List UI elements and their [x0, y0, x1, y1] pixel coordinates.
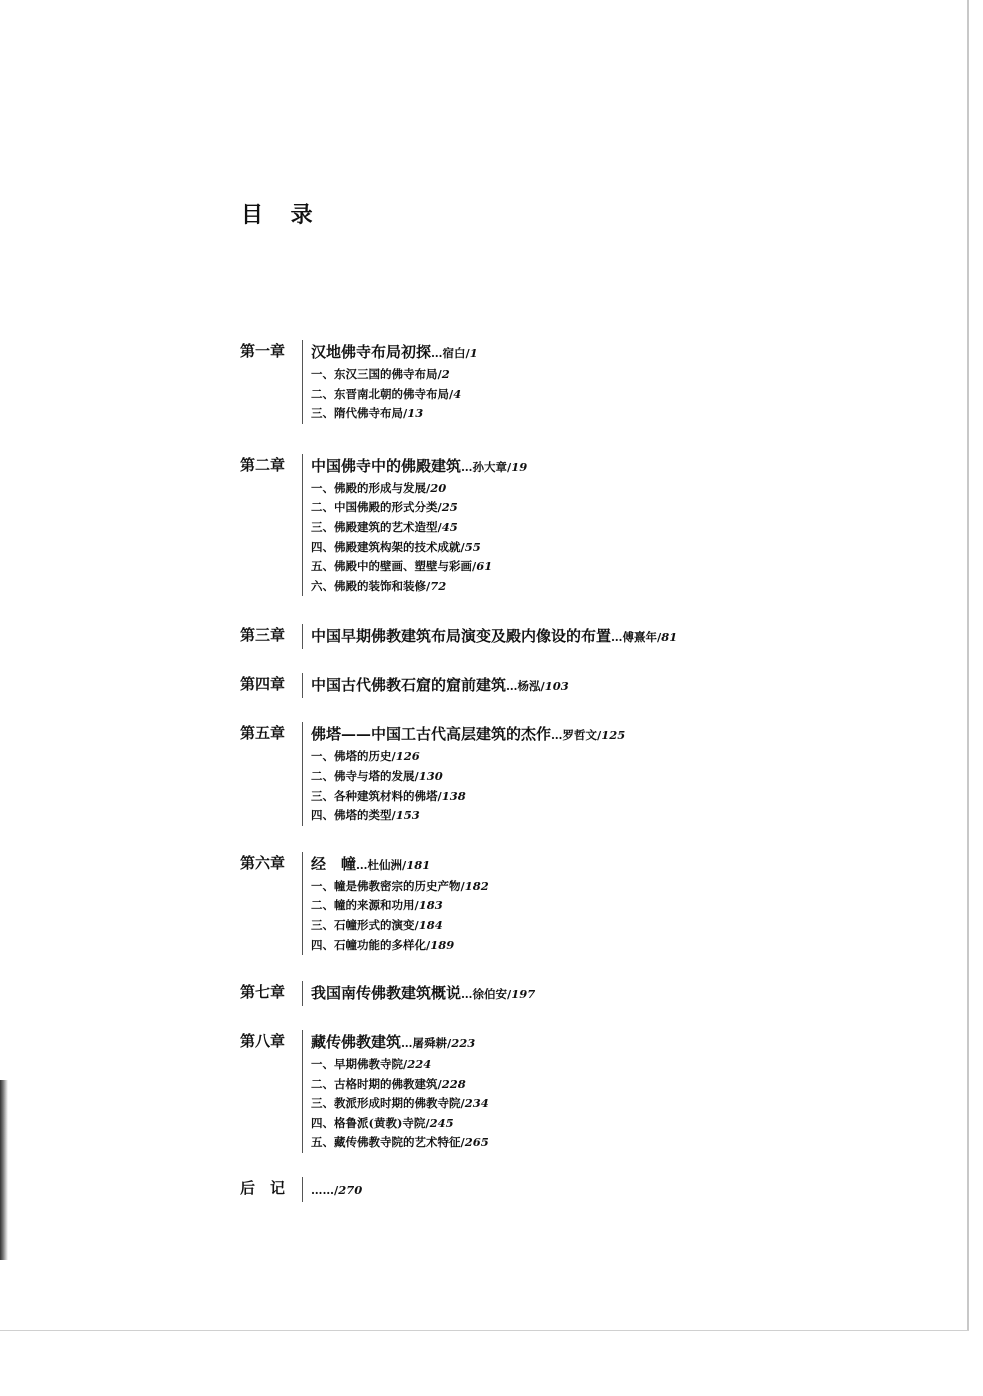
chapter-label: 第六章 — [240, 853, 286, 872]
page-title: 目 录 — [241, 202, 323, 228]
section-item: 三、佛殿建筑的艺术造型/45 — [311, 519, 458, 534]
chapter-title-line — [311, 1177, 880, 1202]
section-item: 二、中国佛殿的形式分类/25 — [311, 500, 458, 515]
chapter-4 — [240, 673, 880, 698]
chapter-author: …徐伯安/ — [461, 987, 512, 1002]
chapter-author: …傅熹年/ — [611, 630, 662, 645]
chapter-title: 藏传佛教建筑 — [311, 1033, 402, 1052]
chapter-6 — [240, 852, 880, 955]
chapter-label: 第五章 — [240, 724, 286, 743]
chapter-author: …罗哲文/ — [551, 728, 602, 743]
chapter-label: 第三章 — [240, 626, 286, 645]
chapter-title: 中国早期佛教建筑布局演变及殿内像设的布置 — [311, 627, 612, 646]
section-item: 三、各种建筑材料的佛塔/138 — [311, 788, 466, 803]
chapter-2 — [240, 454, 880, 597]
chapter-title: 经 幢 — [311, 854, 357, 873]
chapter-author: ……/ — [311, 1183, 339, 1198]
chapter-author: …宿白/ — [431, 346, 470, 360]
section-item: 三、隋代佛寺布局/13 — [311, 406, 424, 421]
scan-shadow — [0, 1080, 8, 1260]
chapter-page: 103 — [544, 679, 569, 694]
chapter-7 — [240, 981, 880, 1006]
chapter-title-line — [311, 1030, 880, 1055]
section-item: 一、佛塔的历史/126 — [311, 749, 420, 764]
afterword — [240, 1177, 880, 1202]
chapter-label: 第四章 — [240, 675, 286, 694]
page-bottom-edge — [0, 1330, 969, 1331]
chapter-title-line — [311, 981, 880, 1006]
section-item: 六、佛殿的装饰和装修/72 — [311, 578, 447, 593]
chapter-label: 第一章 — [240, 342, 286, 360]
section-item: 二、幢的来源和功用/183 — [311, 898, 443, 913]
chapter-label: 第七章 — [240, 983, 286, 1002]
section-item: 一、东汉三国的佛寺布局/2 — [311, 367, 450, 381]
chapter-title-line — [311, 852, 880, 877]
section-item: 二、东晋南北朝的佛寺布局/4 — [311, 386, 462, 401]
chapter-label: 后 记 — [240, 1179, 286, 1198]
chapter-label: 第八章 — [240, 1032, 286, 1051]
chapter-5 — [240, 722, 880, 825]
chapter-title: 佛塔——中国工古代高层建筑的杰作 — [311, 725, 552, 744]
section-item: 五、佛殿中的壁画、塑壁与彩画/61 — [311, 559, 493, 574]
chapter-title-line — [311, 624, 880, 649]
chapter-author: …屠舜耕/ — [401, 1036, 452, 1051]
section-item: 一、佛殿的形成与发展/20 — [311, 480, 447, 495]
section-item: 三、石幢形式的演变/184 — [311, 917, 443, 932]
section-item: 四、石幢功能的多样化/189 — [311, 937, 455, 952]
section-item: 二、佛寺与塔的发展/130 — [311, 768, 443, 783]
chapter-author: …杜仙洲/ — [356, 857, 407, 872]
chapter-page: 197 — [511, 987, 536, 1002]
chapter-title: 汉地佛寺布局初探 — [311, 343, 432, 361]
chapter-8 — [240, 1030, 880, 1153]
chapter-title-line — [311, 722, 880, 747]
chapter-page: 270 — [338, 1183, 363, 1198]
chapter-page: 223 — [451, 1036, 476, 1051]
table-of-contents — [240, 340, 880, 1202]
chapter-page: 19 — [511, 459, 528, 474]
chapter-author: …孙大章/ — [461, 459, 512, 474]
section-item: 一、幢是佛教密宗的历史产物/182 — [311, 878, 489, 893]
chapter-page: 125 — [601, 728, 626, 743]
page-edge — [967, 0, 969, 1330]
chapter-1 — [240, 340, 880, 424]
section-item: 三、教派形成时期的佛教寺院/234 — [311, 1096, 489, 1111]
chapter-title-line — [311, 454, 880, 479]
chapter-page: 81 — [661, 630, 678, 645]
chapter-page: 1 — [469, 346, 478, 360]
chapter-page: 181 — [406, 857, 431, 872]
section-item: 二、古格时期的佛教建筑/228 — [311, 1076, 466, 1091]
chapter-title: 中国佛寺中的佛殿建筑 — [311, 456, 462, 475]
section-item: 一、早期佛教寺院/224 — [311, 1057, 432, 1072]
chapter-label: 第二章 — [240, 455, 286, 474]
section-item: 四、佛塔的类型/153 — [311, 808, 420, 823]
chapter-title-line — [311, 673, 880, 698]
section-item: 四、佛殿建筑构架的技术成就/55 — [311, 539, 481, 554]
chapter-title: 我国南传佛教建筑概说 — [311, 984, 462, 1003]
chapter-author: …杨泓/ — [506, 679, 545, 694]
chapter-3 — [240, 624, 880, 649]
chapter-title-line — [311, 340, 880, 365]
section-item: 四、格鲁派(黄教)寺院/245 — [311, 1115, 454, 1130]
section-item: 五、藏传佛教寺院的艺术特征/265 — [311, 1135, 489, 1150]
chapter-title: 中国古代佛教石窟的窟前建筑 — [311, 676, 507, 695]
